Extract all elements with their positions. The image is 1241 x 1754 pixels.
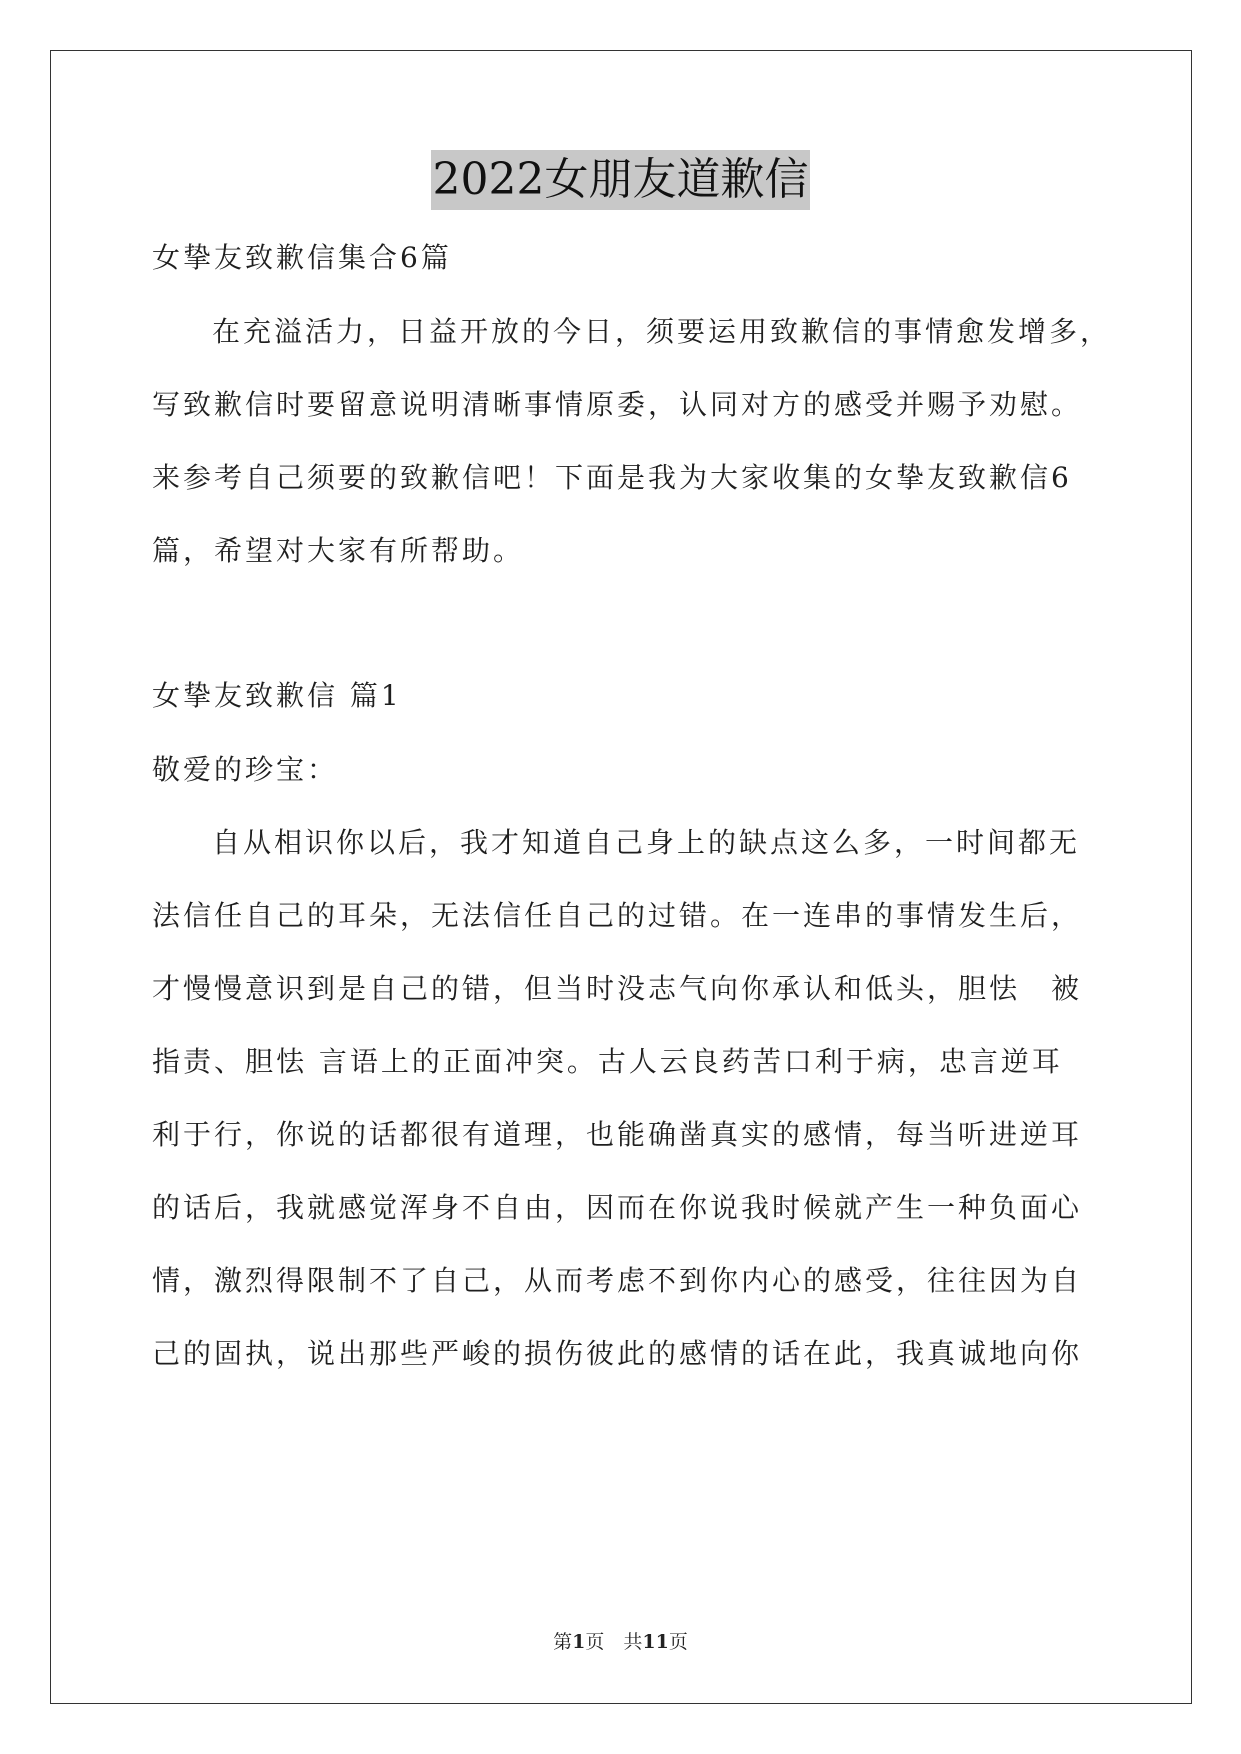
intro-line: 写致歉信时要留意说明清晰事情原委，认同对方的感受并赐予劝慰。 xyxy=(152,388,1083,421)
footer-middle: 页 共 xyxy=(585,1631,643,1653)
section-heading: 女挚友致歉信 篇1 xyxy=(152,679,402,712)
intro-line: 篇，希望对大家有所帮助。 xyxy=(152,534,525,567)
salutation: 敬爱的珍宝： xyxy=(152,753,339,786)
footer-suffix: 页 xyxy=(668,1631,688,1653)
footer-page-number: 1 xyxy=(572,1631,586,1653)
intro-line: 在充溢活力，日益开放的今日，须要运用致歉信的事情愈发增多， xyxy=(212,315,1112,348)
body-line: 己的固执，说出那些严峻的损伤彼此的感情的话在此，我真诚地向你 xyxy=(152,1337,1083,1370)
title-container xyxy=(0,150,1241,210)
intro-line: 来参考自己须要的致歉信吧！下面是我为大家收集的女挚友致歉信6 xyxy=(152,461,1072,494)
body-line: 的话后，我就感觉浑身不自由，因而在你说我时候就产生一种负面心 xyxy=(152,1191,1083,1224)
document-title: 2022女朋友道歉信 xyxy=(431,150,811,210)
page-border xyxy=(50,50,1192,1704)
body-line: 指责、胆怯 言语上的正面冲突。古人云良药苦口利于病，忠言逆耳 xyxy=(152,1045,1063,1078)
body-line: 情，激烈得限制不了自己，从而考虑不到你内心的感受，往往因为自 xyxy=(152,1264,1083,1297)
page-footer xyxy=(0,1630,1241,1654)
footer-total-pages: 11 xyxy=(642,1631,669,1653)
footer-prefix: 第 xyxy=(553,1631,573,1653)
body-line: 法信任自己的耳朵，无法信任自己的过错。在一连串的事情发生后， xyxy=(152,899,1083,932)
body-line: 才慢慢意识到是自己的错，但当时没志气向你承认和低头，胆怯 被 xyxy=(152,972,1083,1005)
document-subtitle: 女挚友致歉信集合6篇 xyxy=(152,241,452,274)
body-line: 利于行，你说的话都很有道理，也能确凿真实的感情，每当听进逆耳 xyxy=(152,1118,1083,1151)
body-line: 自从相识你以后，我才知道自己身上的缺点这么多，一时间都无 xyxy=(212,826,1081,859)
